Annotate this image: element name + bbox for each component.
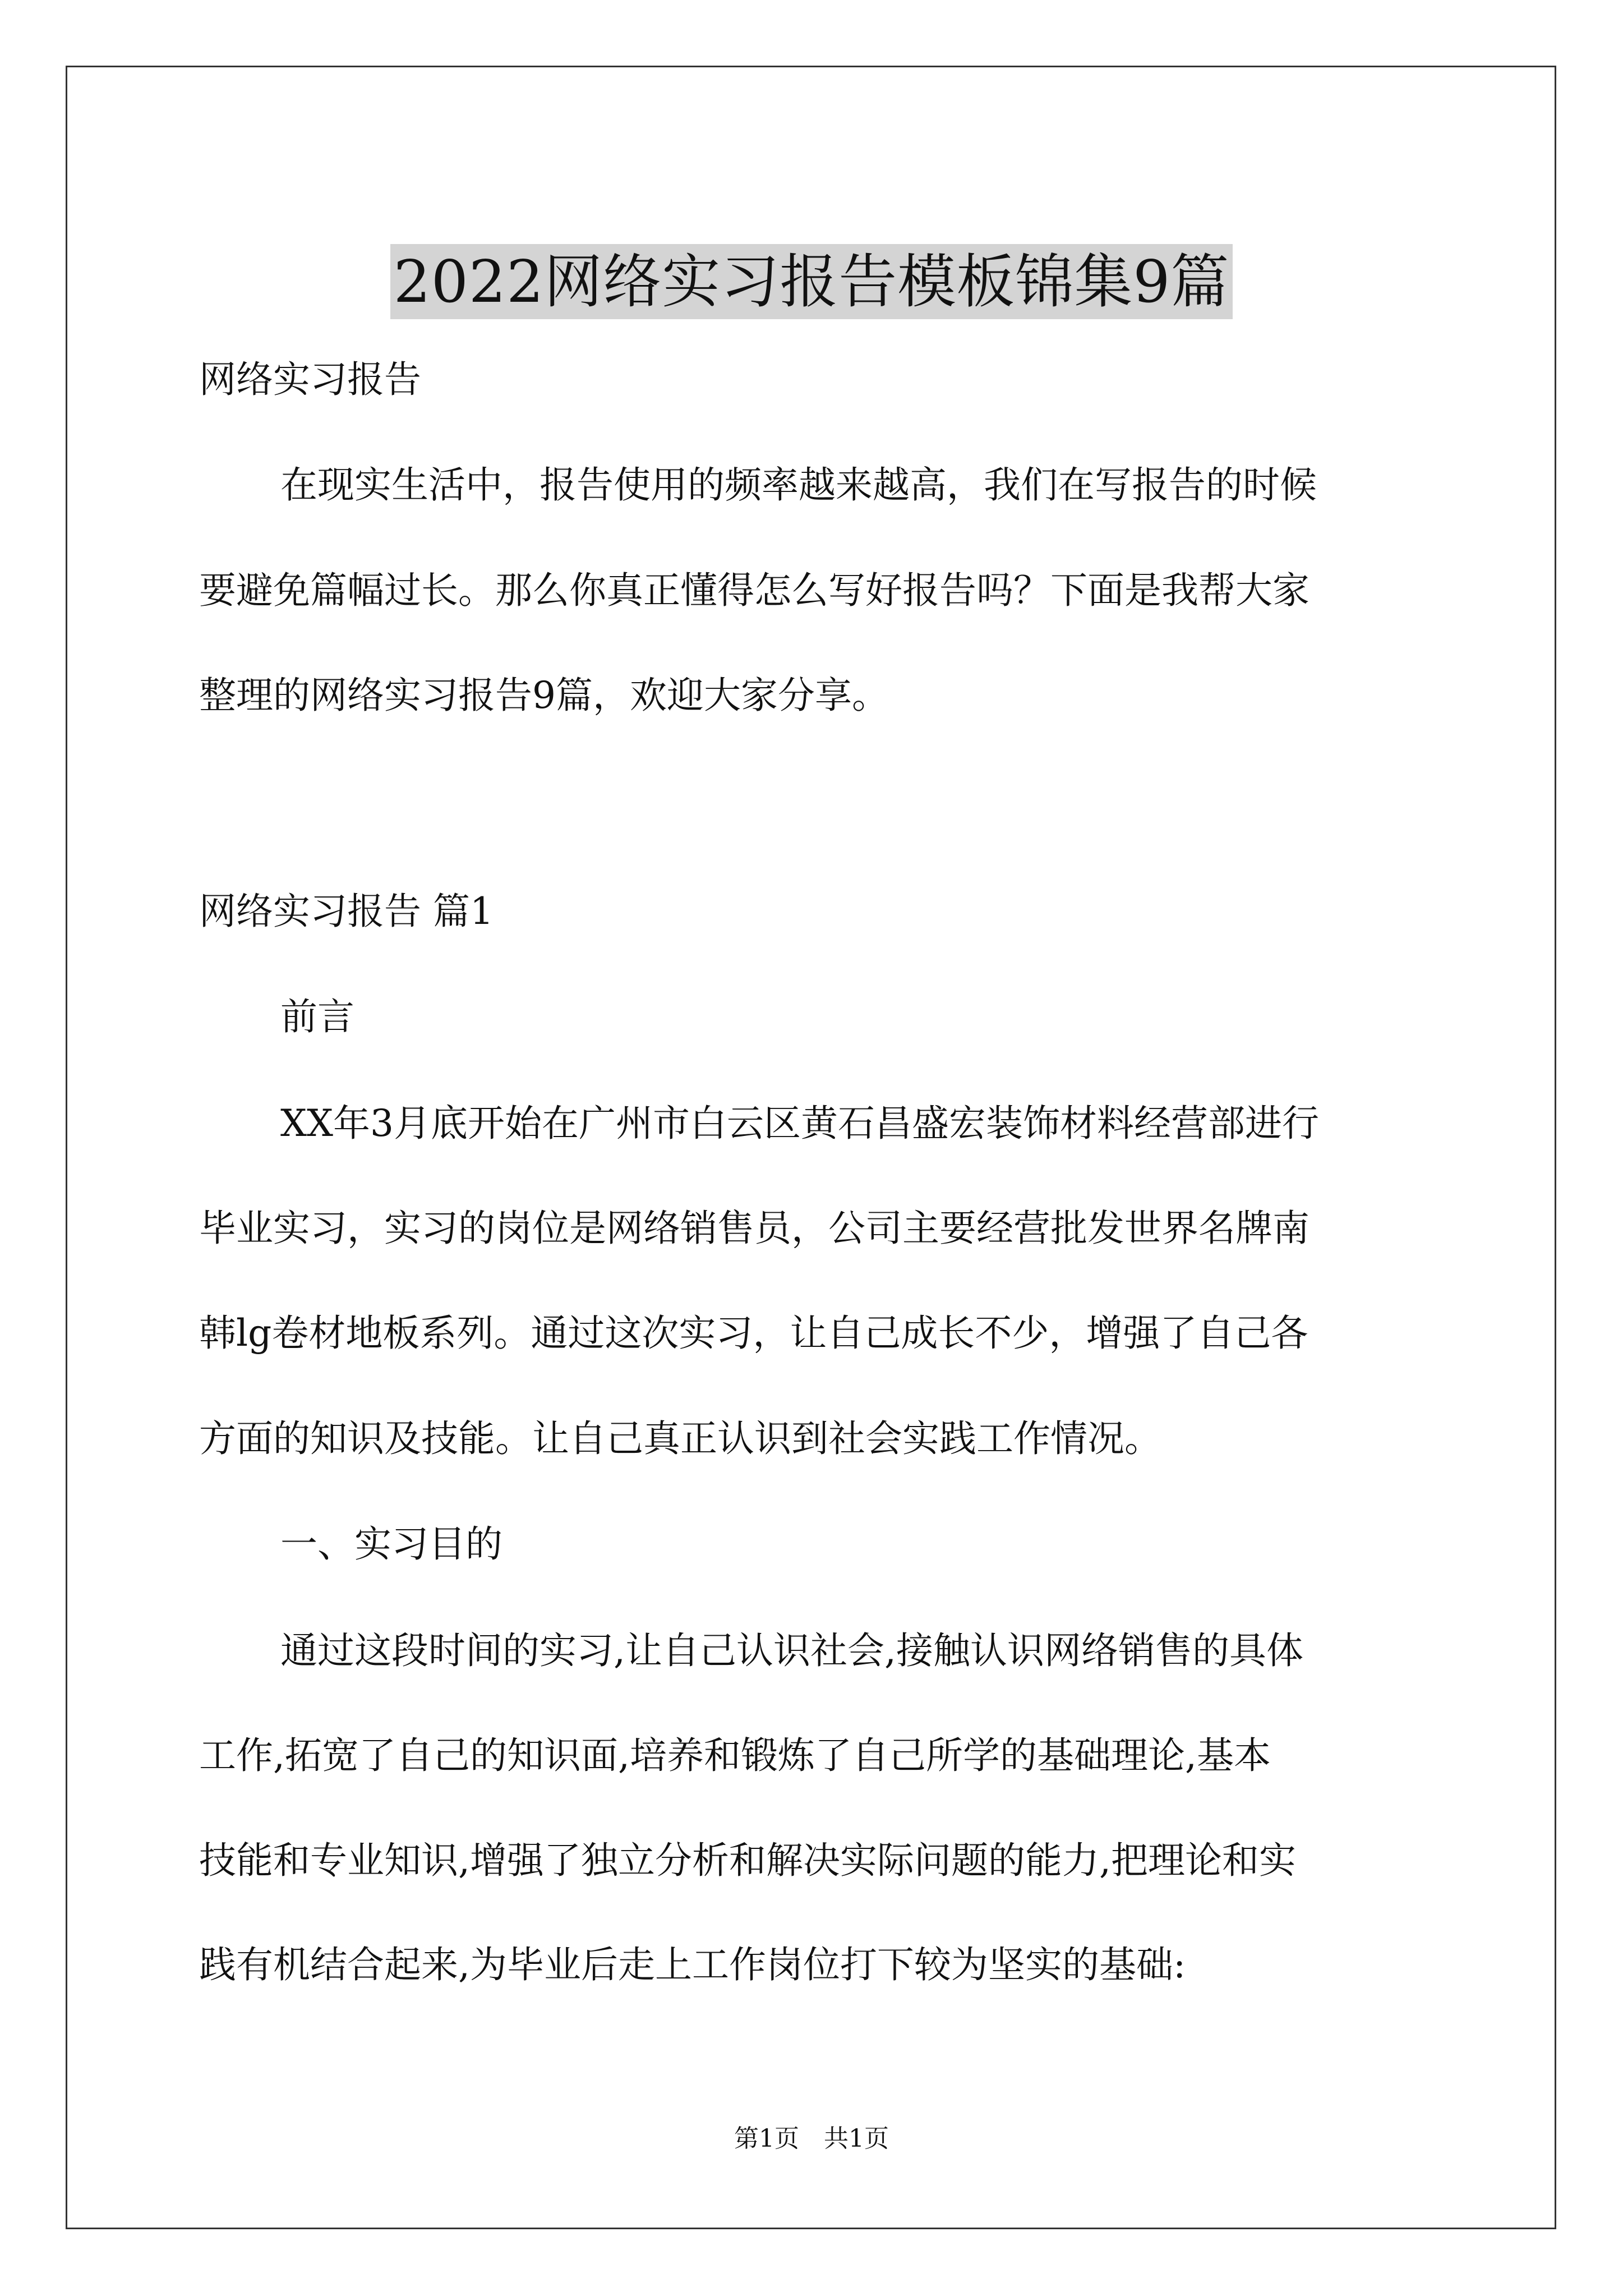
subsection-heading: 前言 xyxy=(280,995,354,1038)
paragraph-line: 要避免篇幅过长。那么你真正懂得怎么写好报告吗？下面是我帮大家 xyxy=(199,569,1310,612)
title-container xyxy=(0,205,1623,358)
subsection-heading: 一、实习目的 xyxy=(280,1522,502,1566)
paragraph-line: 通过这段时间的实习,让自己认识社会,接触认识网络销售的具体 xyxy=(280,1629,1303,1672)
document-title: 2022网络实习报告模板锦集9篇 xyxy=(390,244,1233,319)
paragraph-line: 方面的知识及技能。让自己真正认识到社会实践工作情况。 xyxy=(199,1417,1161,1460)
paragraph-line: 技能和专业知识,增强了独立分析和解决实际问题的能力,把理论和实 xyxy=(199,1839,1296,1882)
paragraph-line: 韩lg卷材地板系列。通过这次实习，让自己成长不少，增强了自己各 xyxy=(199,1312,1308,1355)
paragraph-line: 践有机结合起来,为毕业后走上工作岗位打下较为坚实的基础: xyxy=(199,1943,1186,1986)
paragraph-line: 整理的网络实习报告9篇，欢迎大家分享。 xyxy=(199,674,889,717)
chapter-heading: 网络实习报告 篇1 xyxy=(199,890,494,933)
paragraph-line: 在现实生活中，报告使用的频率越来越高，我们在写报告的时候 xyxy=(280,463,1317,507)
paragraph-line: XX年3月底开始在广州市白云区黄石昌盛宏装饰材料经营部进行 xyxy=(280,1102,1319,1145)
paragraph-line: 工作,拓宽了自己的知识面,培养和锻炼了自己所学的基础理论,基本 xyxy=(199,1734,1271,1777)
paragraph-line: 毕业实习，实习的岗位是网络销售员，公司主要经营批发世界名牌南 xyxy=(199,1207,1310,1250)
page-footer: 第1页 共1页 xyxy=(734,2124,889,2153)
section-heading: 网络实习报告 xyxy=(199,358,421,401)
